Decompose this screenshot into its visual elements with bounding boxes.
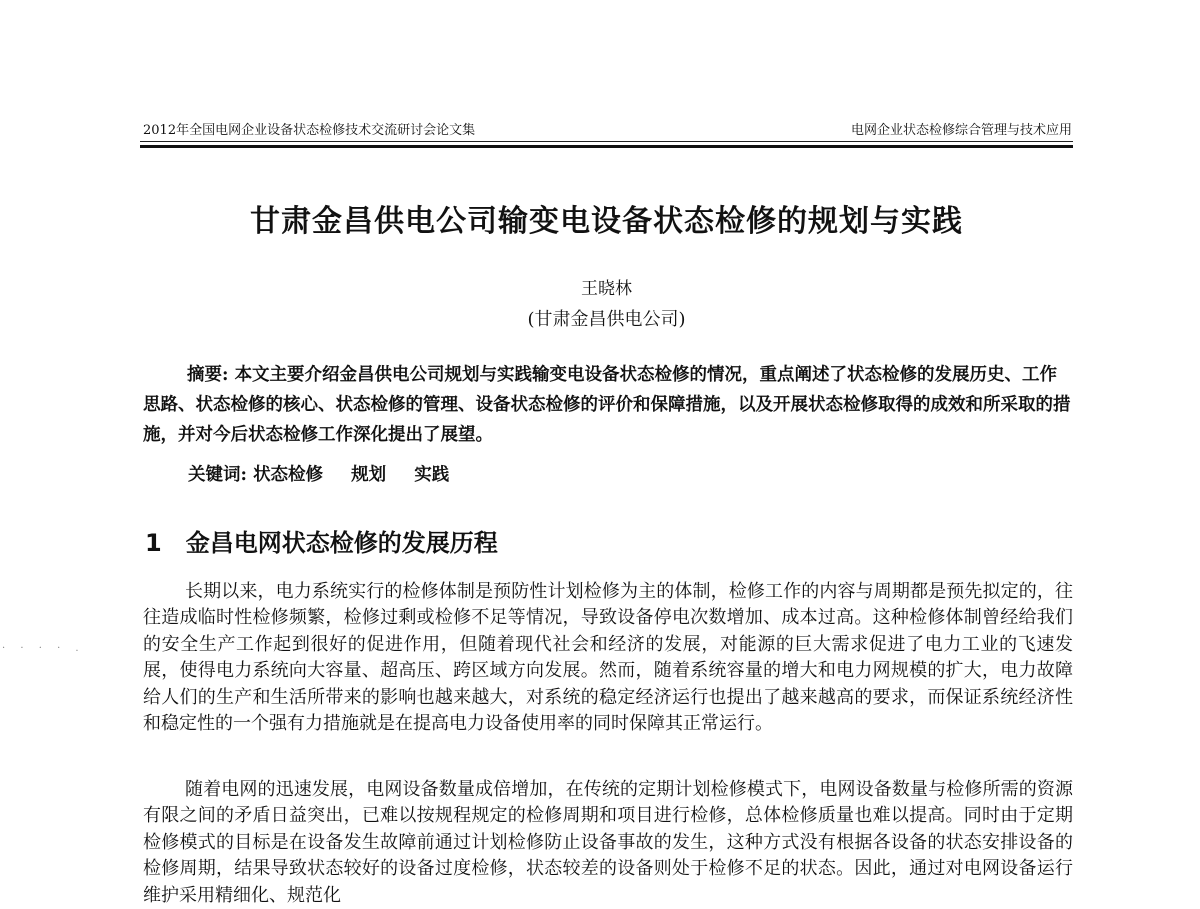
running-header-right: 电网企业状态检修综合管理与技术应用	[850, 123, 1072, 138]
keyword: 状态检修	[253, 465, 324, 485]
section-heading	[145, 523, 498, 558]
keywords	[188, 461, 471, 486]
paper-affiliation: (甘肃金昌供电公司)	[527, 309, 686, 330]
header-rule-thin	[140, 141, 1073, 142]
body-paragraph: 长期以来，电力系统实行的检修体制是预防性计划检修为主的体制，检修工作的内容与周期都是预先拟定的，往往造成临时性检修频繁，检修过剩或检修不足等情况，导致设备停电次数增加、成本过高。这种检修体制曾经给我们的安全生产工作起到很好的促进作用，但随着现代社会和经济的发展，对能源的巨大需求促进了电力工业的飞速发展，使得电力系统向大容量、超高压、跨区域方向发展。然而，随着系统容量的增大和电力网规模的扩大，电力故障给人们的生产和生活所带来的影响也越来越大，对系统的稳定经济运行也提出了越来越高的要求，而保证系统经济性和稳定性的一个强有力措施就是在提高电力设备使用率的同时保障其正常运行。	[143, 581, 1073, 735]
keyword: 规划	[351, 465, 387, 485]
paper-author: 王晓林	[581, 279, 632, 299]
section-title: 金昌电网状态检修的发展历程	[185, 529, 498, 557]
section-number: 1	[145, 529, 162, 557]
paper-title: 甘肃金昌供电公司输变电设备状态检修的规划与实践	[250, 204, 963, 239]
scan-artifact: · · · · .	[2, 643, 85, 654]
header-rule-thick	[140, 145, 1073, 148]
keywords-label: 关键词:	[188, 465, 247, 485]
abstract	[143, 360, 1073, 450]
running-header-left: 2012年全国电网企业设备状态检修技术交流研讨会论文集	[143, 123, 476, 138]
body-paragraph: 随着电网的迅速发展，电网设备数量成倍增加，在传统的定期计划检修模式下，电网设备数量与检修所需的资源有限之间的矛盾日益突出，已难以按规程规定的检修周期和项目进行检修，总体检修质量也难以提高。同时由于定期检修模式的目标是在设备发生故障前通过计划检修防止设备事故的发生，这种方式没有根据各设备的状态安排设备的检修周期，结果导致状态较好的设备过度检修，状态较差的设备则处于检修不足的状态。因此，通过对电网设备运行维护采用精细化、规范化	[143, 779, 1073, 906]
abstract-label: 摘要:	[187, 365, 229, 385]
keyword: 实践	[414, 465, 450, 485]
abstract-text: 本文主要介绍金昌供电公司规划与实践输变电设备状态检修的情况，重点阐述了状态检修的发展历史、工作思路、状态检修的核心、状态检修的管理、设备状态检修的评价和保障措施，以及开展状态检修取得的成效和所采取的措施，并对今后状态检修工作深化提出了展望。	[143, 365, 1071, 445]
